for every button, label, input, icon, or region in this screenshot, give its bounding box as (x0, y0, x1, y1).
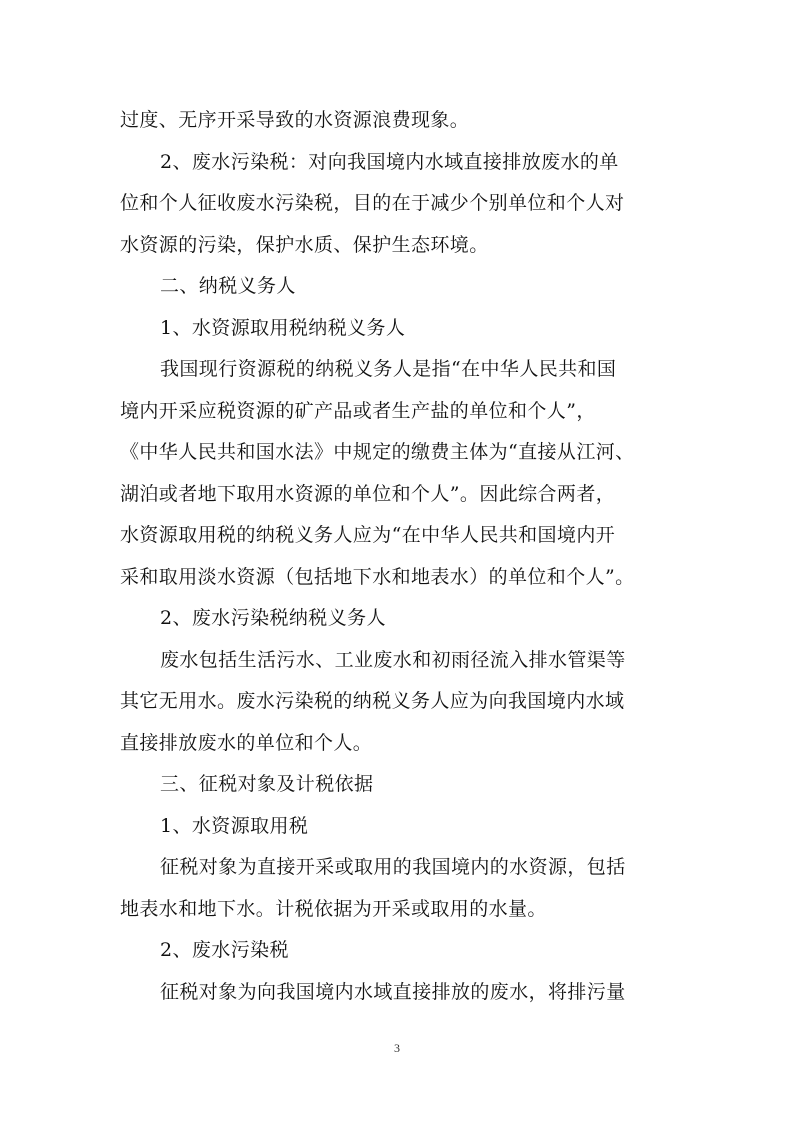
paragraph-line: 湖泊或者地下取用水资源的单位和个人”。因此综合两者， (120, 482, 616, 505)
section-heading: 三、征税对象及计税依据 (160, 773, 374, 795)
paragraph-line: 其它无用水。废水污染税的纳税义务人应为向我国境内水域 (120, 690, 625, 712)
page-number: 3 (394, 1041, 400, 1055)
paragraph-line: 水资源的污染，保护水质、保护生态环境。 (120, 233, 489, 256)
paragraph-line: 位和个人征收废水污染税，目的在于减少个别单位和个人对 (120, 192, 625, 214)
paragraph-line: 征税对象为向我国境内水域直接排放的废水，将排污量 (160, 980, 626, 1003)
subsection-heading: 1、水资源取用税纳税义务人 (160, 316, 406, 339)
subsection-heading: 2、废水污染税 (160, 939, 289, 961)
paragraph-line: 废水包括生活污水、工业废水和初雨径流入排水管渠等 (160, 648, 626, 671)
paragraph-line: 征税对象为直接开采或取用的我国境内的水资源，包括 (160, 856, 626, 878)
document-body (120, 100, 672, 1013)
subsection-heading: 2、废水污染税纳税义务人 (160, 607, 386, 629)
paragraph-line: 水资源取用税的纳税义务人应为“在中华人民共和国境内开 (120, 524, 616, 546)
subsection-heading: 1、水资源取用税 (160, 814, 309, 837)
paragraph-line: 采和取用淡水资源（包括地下水和地表水）的单位和个人”。 (120, 565, 635, 588)
section-heading: 二、纳税义务人 (160, 275, 296, 297)
paragraph-line: 《中华人民共和国水法》中规定的缴费主体为“直接从江河、 (120, 441, 635, 463)
paragraph-line: 直接排放废水的单位和个人。 (120, 731, 373, 754)
paragraph-line: 2、废水污染税：对向我国境内水域直接排放废水的单 (160, 150, 619, 173)
paragraph-line: 我国现行资源税的纳税义务人是指“在中华人民共和国 (160, 358, 617, 380)
paragraph-line: 过度、无序开采导致的水资源浪费现象。 (120, 109, 470, 131)
paragraph-line: 境内开采应税资源的矿产品或者生产盐的单位和个人”， (120, 399, 596, 422)
paragraph-line: 地表水和地下水。计税依据为开采或取用的水量。 (120, 897, 547, 920)
